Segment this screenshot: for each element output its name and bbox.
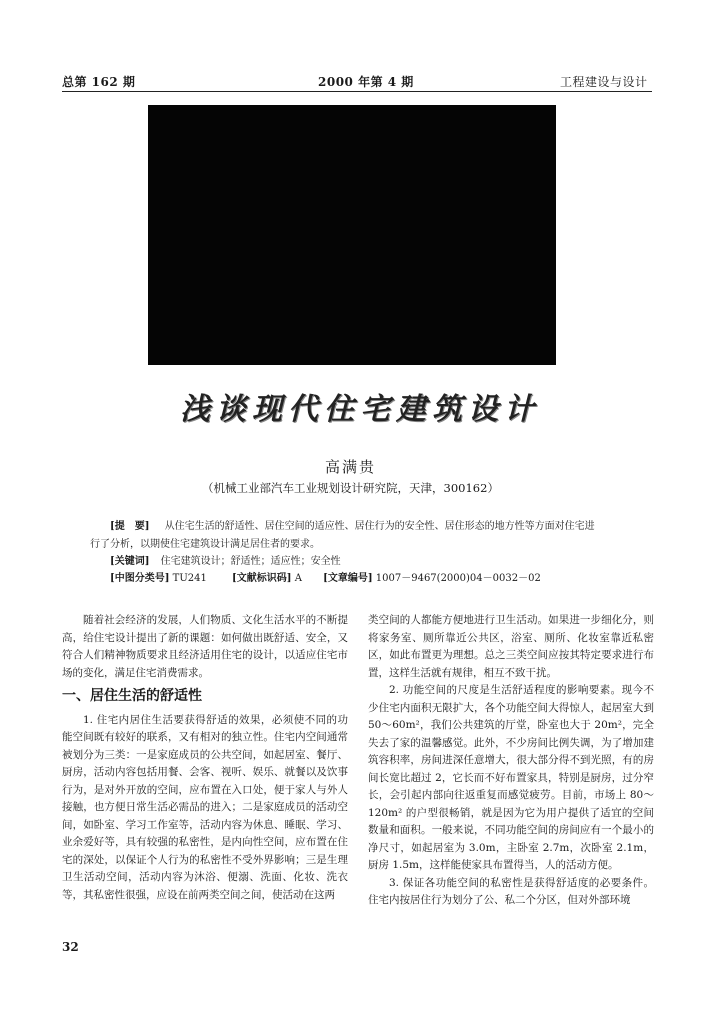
article-id-value: 1007－9467(2000)04－0032－02: [375, 573, 541, 584]
keywords-text: 住宅建筑设计；舒适性；适应性；安全性: [160, 556, 341, 567]
left-column: [62, 612, 348, 904]
clc-value: TU241: [172, 573, 207, 584]
abstract-line-2: 行了分析，以期使住宅建筑设计满足居住者的要求。: [90, 539, 320, 550]
article-photo: [148, 105, 556, 365]
issue-number: 2000 年第 4 期: [318, 75, 414, 89]
intro-paragraph: 随着社会经济的发展，人们物质、文化生活水平的不断提高，给住宅设计提出了新的课题：如何做出既舒适、安全，又符合人们精神物质要求且经济适用住宅的设计，以适应住宅市场的变化，满足住宅消费需求。: [62, 614, 348, 679]
abstract: [110, 518, 630, 535]
header-rule: [62, 91, 652, 92]
doc-code-label: [文献标识码]: [232, 573, 292, 584]
page-number: 32: [62, 940, 79, 954]
abstract-line-1: 从住宅生活的舒适性、居住空间的适应性、居住行为的安全性、居住形态的地方性等方面对住宅进: [164, 521, 595, 532]
right-paragraph-2: 2. 功能空间的尺度是生活舒适程度的影响要素。现今不少住宅内面积无限扩大，各个功能空间大得惊人，起居室大到 50～60m²，我们公共建筑的厅堂，卧室也大于 20m²，完全失去了家的温馨感觉。此外，不少房间比例失调，为了增加建筑容积率，房间进深任意增大，很大部分得不到光照，有的房间长宽比超过 2，它长而不好布置家具，特别是厨房，过分窄长，会引起内部向往返重复而感觉疲劳。目前，市场上 80～120m² 的户型很畅销，就是因为它为用户提供了适宜的空间数量和面积。一般来说，不同功能空间的房间应有一个最小的净尺寸，如起居室为 3.0m，主卧室 2.7m，次卧室 2.1m，厨房 1.5m，这样能使家具布置得当，人的活动方便。: [368, 684, 654, 871]
author-affiliation: （机械工业部汽车工业规划设计研究院，天津，300162）: [202, 481, 499, 495]
keywords: [110, 553, 630, 570]
right-column: [368, 612, 654, 910]
doc-code-value: A: [294, 573, 302, 584]
classification-line: [110, 570, 650, 587]
article-id-label: [文章编号]: [323, 573, 373, 584]
right-paragraph-1: 类空间的人都能方便地进行卫生活动。如果进一步细化分，则将家务室、厕所靠近公共区，浴室、厕所、化妆室靠近私密区，如此布置更为理想。总之三类空间应按其特定要求进行布置，这样生活就有规律，相互不致干扰。: [368, 614, 654, 679]
keywords-label: [关键词]: [110, 556, 150, 567]
journal-name: 工程建设与设计: [560, 75, 648, 89]
left-paragraph-1: 1. 住宅内居住生活要获得舒适的效果，必须使不同的功能空间既有较好的联系，又有相对的独立性。住宅内空间通常被划分为三类：一是家庭成员的公共空间，如起居室、餐厅、厨房，活动内容包括用餐、会客、视听、娱乐、就餐以及饮事行为，是对外开放的空间，应布置在入口处，便于家人与外人接触，也方便日常生活必需品的进入；二是家庭成员的活动空间，如卧室、学习工作室等，活动内容为休息、睡眠、学习、业余爱好等，具有较强的私密性，是内向性空间，应布置在住宅的深处，以保证个人行为的私密性不受外界影响；三是生理卫生活动空间，活动内容为沐浴、便溺、洗面、化妆、洗衣等，其私密性很强，应设在前两类空间之间，使活动在这两: [62, 713, 348, 901]
right-paragraph-3: 3. 保证各功能空间的私密性是获得舒适度的必要条件。住宅内按居住行为划分了公、私二个分区，但对外部环境: [368, 876, 654, 906]
issue-total: 总第 162 期: [62, 75, 136, 89]
clc-label: [中图分类号]: [110, 573, 170, 584]
author-name: 高满贵: [324, 458, 376, 476]
article-title: 浅谈现代住宅建筑设计: [180, 392, 540, 427]
abstract-label: [提 要]: [110, 521, 150, 532]
section-heading: 一、居住生活的舒适性: [62, 688, 202, 704]
